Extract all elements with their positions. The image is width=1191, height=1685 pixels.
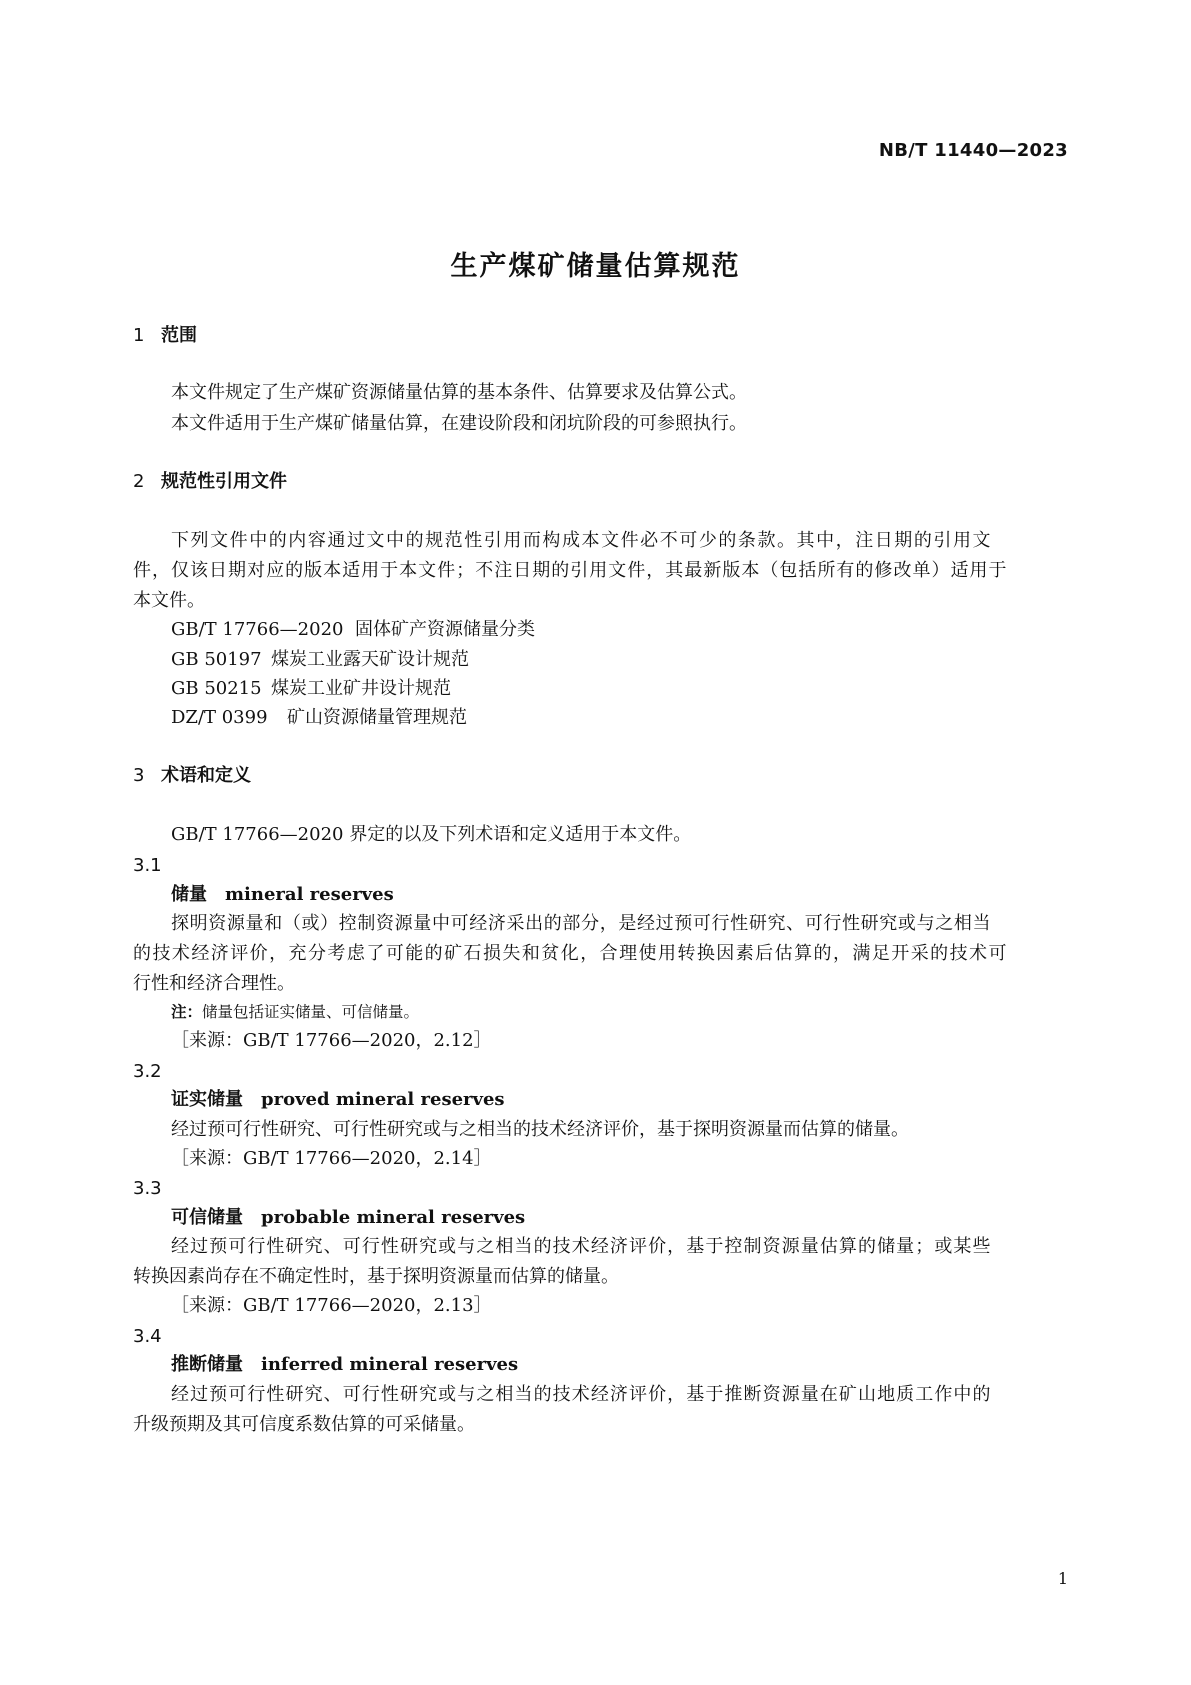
reference-title: 煤炭工业露天矿设计规范 — [271, 649, 469, 670]
note-label: 注： — [171, 1003, 203, 1021]
reference-code: GB 50215 — [171, 678, 262, 699]
section-title: 术语和定义 — [161, 765, 251, 786]
definition-line: 行性和经济合理性。 — [133, 973, 295, 994]
term-zh: 证实储量 — [171, 1089, 243, 1110]
term-zh: 可信储量 — [171, 1207, 243, 1228]
paragraph-line: 件，仅该日期对应的版本适用于本文件；不注日期的引用文件，其最新版本（包括所有的修改单）适用于 — [133, 560, 1007, 581]
document-title: 生产煤矿储量估算规范 — [450, 251, 741, 282]
paragraph-line: 下列文件中的内容通过文中的规范性引用而构成本文件必不可少的条款。其中，注日期的引用文 — [171, 530, 991, 551]
section-title: 范围 — [161, 325, 197, 346]
reference-item — [171, 621, 535, 639]
term-heading — [171, 886, 394, 904]
section-title: 规范性引用文件 — [161, 471, 287, 492]
term-zh: 储量 — [171, 884, 207, 905]
definition-line: 经过预可行性研究、可行性研究或与之相当的技术经济评价，基于探明资源量而估算的储量。 — [171, 1119, 909, 1140]
definition-line: 的技术经济评价，充分考虑了可能的矿石损失和贫化，合理使用转换因素后估算的，满足开采的技术可 — [133, 943, 1007, 964]
definition-line: 经过预可行性研究、可行性研究或与之相当的技术经济评价，基于推断资源量在矿山地质工作中的 — [171, 1384, 991, 1405]
term-number: 3.3 — [133, 1178, 162, 1199]
term-number: 3.4 — [133, 1326, 162, 1347]
reference-title: 煤炭工业矿井设计规范 — [271, 678, 451, 699]
reference-code: DZ/T 0399 — [171, 707, 268, 728]
term-en: mineral reserves — [225, 884, 394, 905]
reference-code: GB 50197 — [171, 649, 262, 670]
paragraph: 本文件适用于生产煤矿储量估算，在建设阶段和闭坑阶段的可参照执行。 — [171, 413, 747, 434]
section-3-heading — [133, 767, 251, 785]
term-heading — [171, 1209, 525, 1227]
definition-line: 转换因素尚存在不确定性时，基于探明资源量而估算的储量。 — [133, 1266, 619, 1287]
section-number: 3 — [133, 765, 145, 786]
definition-line: 探明资源量和（或）控制资源量中可经济采出的部分，是经过预可行性研究、可行性研究或与之相当 — [171, 913, 991, 934]
page-number: 1 — [1057, 1569, 1068, 1588]
section-number: 2 — [133, 471, 145, 492]
term-heading — [171, 1356, 518, 1374]
reference-code: GB/T 17766—2020 — [171, 619, 344, 640]
reference-item — [171, 651, 469, 669]
term-zh: 推断储量 — [171, 1354, 243, 1375]
term-en: inferred mineral reserves — [261, 1354, 519, 1375]
note-text: 储量包括证实储量、可信储量。 — [202, 1003, 420, 1021]
term-number: 3.1 — [133, 855, 162, 876]
section-1-heading — [133, 327, 197, 345]
paragraph: 本文件规定了生产煤矿资源储量估算的基本条件、估算要求及估算公式。 — [171, 382, 747, 403]
reference-item — [171, 680, 451, 698]
term-en: probable mineral reserves — [261, 1207, 526, 1228]
term-heading — [171, 1091, 505, 1109]
definition-line: 升级预期及其可信度系数估算的可采储量。 — [133, 1414, 475, 1435]
term-note — [171, 1005, 419, 1021]
term-number: 3.2 — [133, 1061, 162, 1082]
reference-title: 矿山资源储量管理规范 — [287, 707, 467, 728]
section-number: 1 — [133, 325, 145, 346]
paragraph: GB/T 17766—2020 界定的以及下列术语和定义适用于本文件。 — [171, 824, 692, 845]
term-en: proved mineral reserves — [261, 1089, 505, 1110]
section-2-heading — [133, 473, 287, 491]
reference-item — [171, 709, 467, 727]
term-source: ［来源：GB/T 17766—2020，2.13］ — [171, 1295, 492, 1316]
reference-title: 固体矿产资源储量分类 — [355, 619, 535, 640]
term-source: ［来源：GB/T 17766—2020，2.14］ — [171, 1148, 492, 1169]
paragraph-line: 本文件。 — [133, 590, 205, 611]
definition-line: 经过预可行性研究、可行性研究或与之相当的技术经济评价，基于控制资源量估算的储量；或某些 — [171, 1236, 991, 1257]
term-source: ［来源：GB/T 17766—2020，2.12］ — [171, 1030, 492, 1051]
standard-code: NB/T 11440—2023 — [878, 140, 1068, 161]
